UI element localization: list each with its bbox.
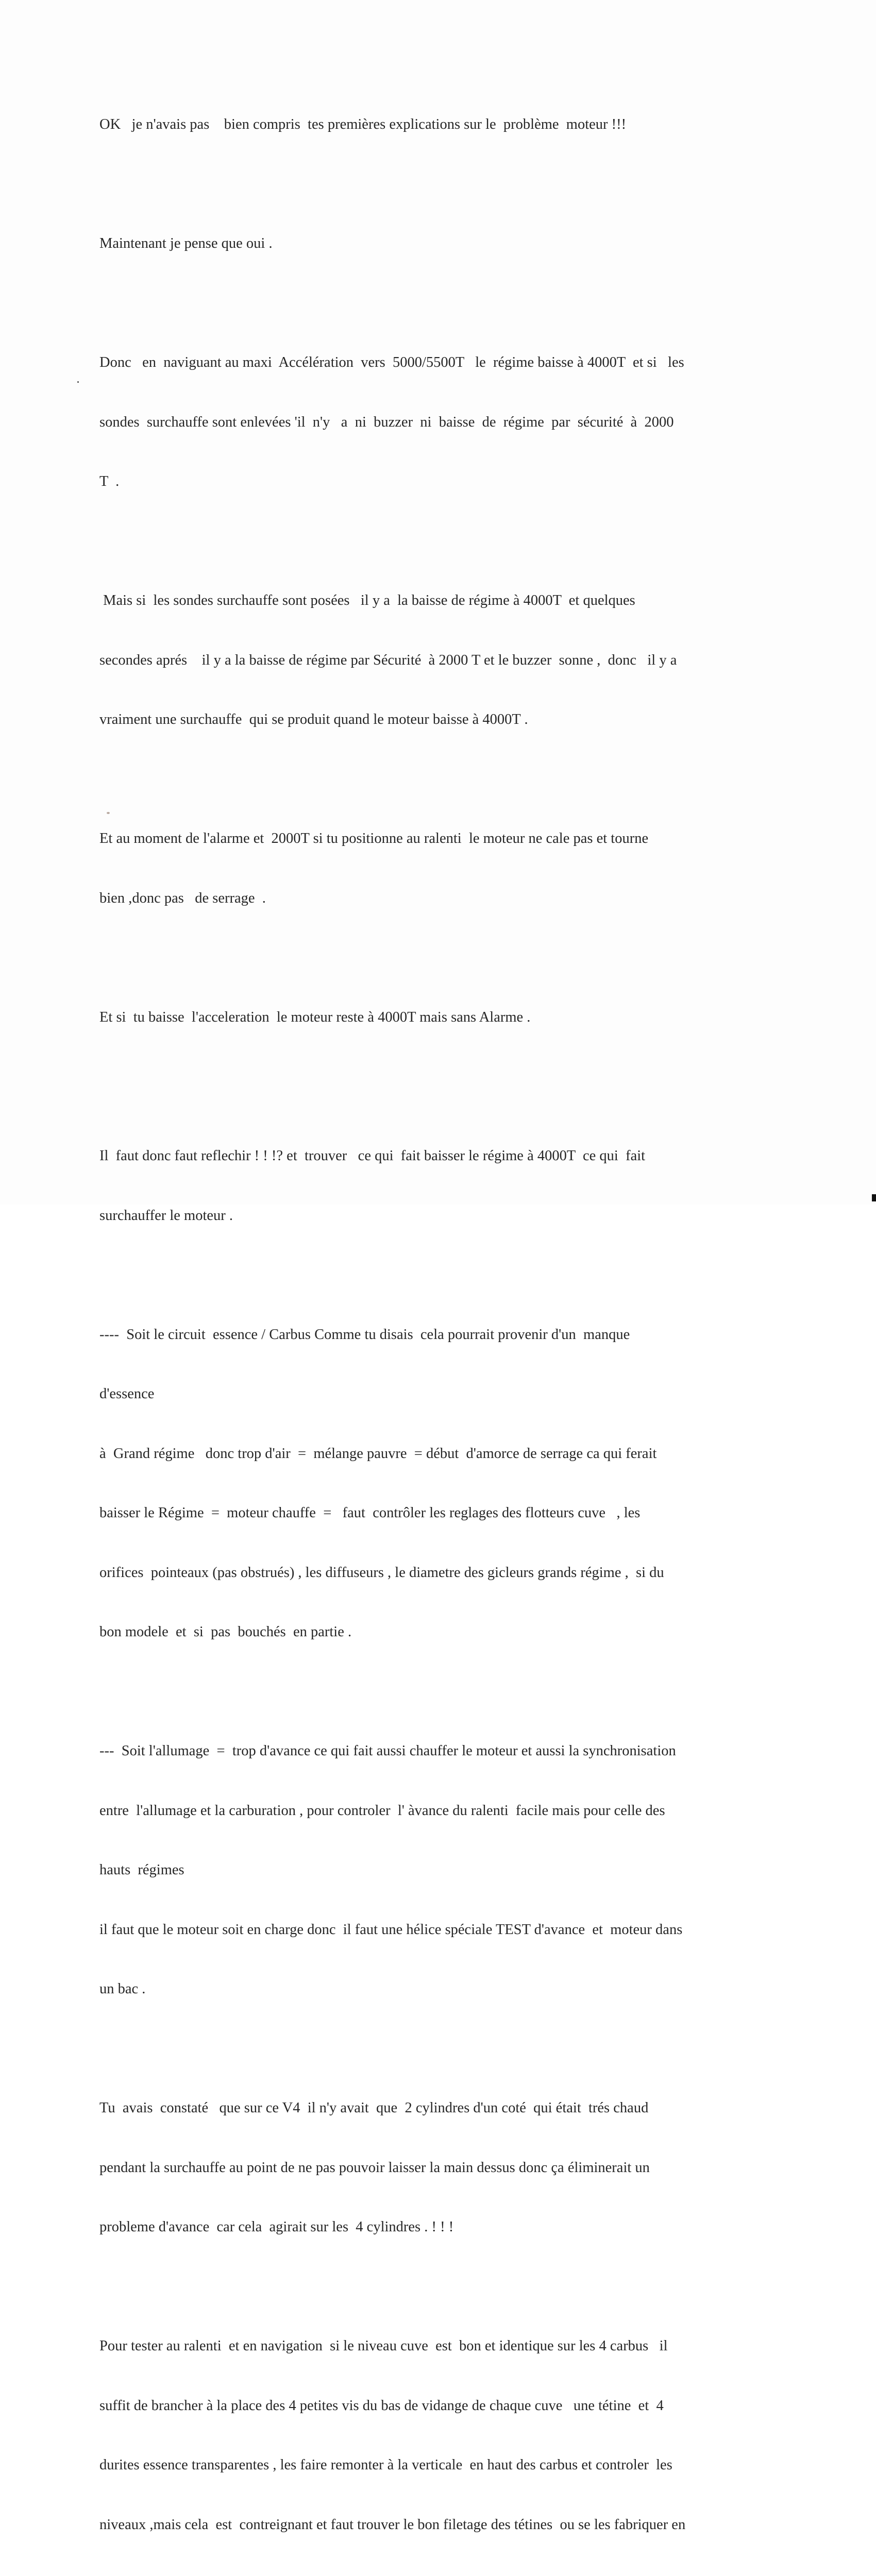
text-line: sondes surchauffe sont enlevées 'il n'y a ni buzzer ni baisse de régime par sécurité à 2000 [99,414,674,430]
paragraph [99,194,805,294]
text-line: Donc en naviguant au maxi Accélération vers 5000/5500T le régime baisse à 4000T et si les [99,354,684,370]
paragraph [99,1285,805,1682]
text-line: Et si tu baisse l'acceleration le moteur reste à 4000T mais sans Alarme . [99,1009,531,1025]
text-line: à Grand régime donc trop d'air = mélange pauvre = début d'amorce de serrage ca qui ferait [99,1445,657,1462]
text-line: vraiment une surchauffe qui se produit quand le moteur baisse à 4000T . [99,711,528,727]
text-line: un bac . [99,1981,146,1997]
text-line: entre l'allumage et la carburation , pour controler l' àvance du ralenti facile mais pour celle des [99,1802,665,1819]
paragraph [99,551,805,770]
text-line: hauts régimes [99,1862,184,1878]
text-line: Il faut donc faut reflechir ! ! !? et trouver ce qui fait baisser le régime à 4000T ce qui fait [99,1148,646,1164]
scan-speck [77,381,79,383]
paragraph [99,1702,805,2039]
text-line: probleme d'avance car cela agirait sur les 4 cylindres . ! ! ! [99,2219,454,2235]
text-line: pendant la surchauffe au point de ne pas pouvoir laisser la main dessus donc ça éliminerait un [99,2159,650,2176]
text-line: Pour tester au ralenti et en navigation si le niveau cuve est bon et identique sur les 4 carbus il [99,2338,668,2354]
text-line: Maintenant je pense que oui . [99,235,273,251]
paragraph [99,789,805,948]
text-line: bon modele et si pas bouchés en partie . [99,1624,352,1640]
text-line: secondes aprés il y a la baisse de régime par Sécurité à 2000 T et le buzzer sonne , donc il y a [99,652,677,668]
paragraph [99,968,805,1067]
letter-body [99,75,805,2576]
text-line: --- Soit l'allumage = trop d'avance ce qui fait aussi chauffer le moteur et aussi la synchronisation [99,1743,676,1759]
text-line: ---- Soit le circuit essence / Carbus Comme tu disais cela pourrait provenir d'un manque [99,1326,630,1343]
text-line: bien ,donc pas de serrage . [99,890,266,906]
text-line: durites essence transparentes , les faire remonter à la verticale en haut des carbus et controler les [99,2457,672,2473]
text-line: il faut que le moteur soit en charge donc il faut une hélice spéciale TEST d'avance et moteur dans [99,1921,683,1938]
text-line: OK je n'avais pas bien compris tes premières explications sur le problème moteur !!! [99,116,627,132]
text-line: surchauffer le moteur . [99,1207,233,1224]
paragraph [99,313,805,532]
text-line: niveaux ,mais cela est contreignant et faut trouver le bon filetage des tétines ou se les fabriquer en [99,2516,686,2533]
scan-corner-mark [872,1194,876,1201]
text-line: T . [99,473,120,489]
paragraph [99,2297,805,2576]
paragraph [99,2059,805,2277]
text-line: baisser le Régime = moteur chauffe = faut contrôler les reglages des flotteurs cuve , les [99,1505,641,1521]
text-line: orifices pointeaux (pas obstrués) , les diffuseurs , le diametre des gicleurs grands régime , si du [99,1564,664,1581]
text-line: Mais si les sondes surchauffe sont posées il y a la baisse de régime à 4000T et quelques [99,592,635,608]
text-line: suffit de brancher à la place des 4 petites vis du bas de vidange de chaque cuve une tétine et 4 [99,2397,664,2414]
paragraph [99,1107,805,1265]
text-line: Tu avais constaté que sur ce V4 il n'y avait que 2 cylindres d'un coté qui était trés chaud [99,2100,649,2116]
scan-speck [107,812,110,814]
paragraph [99,75,805,175]
text-line: Et au moment de l'alarme et 2000T si tu positionne au ralenti le moteur ne cale pas et tourne [99,831,649,846]
text-line: d'essence [99,1386,155,1402]
